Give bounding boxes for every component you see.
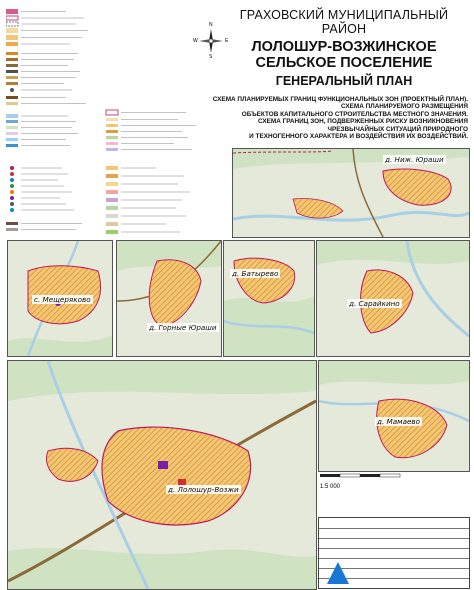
logo-icon (327, 562, 349, 584)
scale-bar (320, 472, 460, 488)
place-label-saraykino: д. Сарайкино (349, 299, 400, 308)
subtitle-line: И ТЕХНОГЕННОГО ХАРАКТЕРА И ВОЗДЕЙСТВИЯ ИХ ВОЗДЕЙСТВИЙ. (249, 133, 468, 141)
scale-label: 1:5 000 (320, 484, 341, 490)
district-title: ГРАХОВСКИЙ МУНИЦИПАЛЬНЫЙ РАЙОН (239, 8, 449, 36)
settlement-title-line1: ЛОЛОШУР-ВОЗЖИНСКОЕ (251, 39, 437, 55)
settlement-title-line2: СЕЛЬСКОЕ ПОСЕЛЕНИЕ (255, 55, 433, 71)
subtitle-line: ОБЪЕКТОВ КАПИТАЛЬНОГО СТРОИТЕЛЬСТВА МЕСТНОГО ЗНАЧЕНИЯ. (241, 110, 468, 118)
place-label-meshcheryakovo: с. Мещеряково (34, 295, 91, 304)
map-panel-meshcheryakovo (7, 240, 113, 357)
map-panel-saraykino (316, 240, 470, 357)
subtitle-line: СХЕМА ПЛАНИРУЕМОГО РАЗМЕЩЕНИЯ (341, 103, 468, 111)
place-label-nizh-yurashi: д. Ниж. Юраши (385, 155, 444, 164)
map-subtitle (150, 96, 468, 140)
compass-w-label: W (193, 38, 198, 44)
place-label-batyrevo: д. Батырево (232, 269, 279, 278)
compass-n-label: N (209, 22, 213, 28)
plan-title: ГЕНЕРАЛЬНЫЙ ПЛАН (275, 74, 413, 88)
place-label-gornye-yurashi: д. Горные Юраши (149, 323, 217, 332)
compass-rose-icon (198, 28, 224, 54)
title-stamp (318, 517, 470, 589)
subtitle-line: ЧРЕЗВЫЧАЙНЫХ СИТУАЦИЙ ПРИРОДНОГО (327, 125, 468, 133)
subtitle-line: СХЕМА ПЛАНИРУЕМЫХ ГРАНИЦ ФУНКЦИОНАЛЬНЫХ ЗОН (ПРОЕКТНЫЙ ПЛАН). (212, 96, 468, 103)
map-panel-nizh-yurashi (232, 148, 470, 238)
title-block (222, 8, 466, 88)
map-panel-loloshur-vozhzhi (7, 360, 317, 590)
map-panel-batyrevo (223, 240, 315, 357)
compass-e-label: E (225, 38, 229, 44)
place-label-loloshur-vozhzhi: д. Лолошур-Возжи (168, 485, 239, 494)
subtitle-line: СХЕМА ГРАНИЦ ЗОН, ПОДВЕРЖЕННЫХ РИСКУ ВОЗНИКНОВЕНИЯ (258, 118, 468, 126)
map-panel-mamaevo (318, 360, 470, 472)
map-panel-gornye-yurashi (116, 240, 222, 357)
compass-s-label: S (209, 54, 213, 60)
place-label-mamaevo: д. Мамаево (377, 417, 421, 426)
